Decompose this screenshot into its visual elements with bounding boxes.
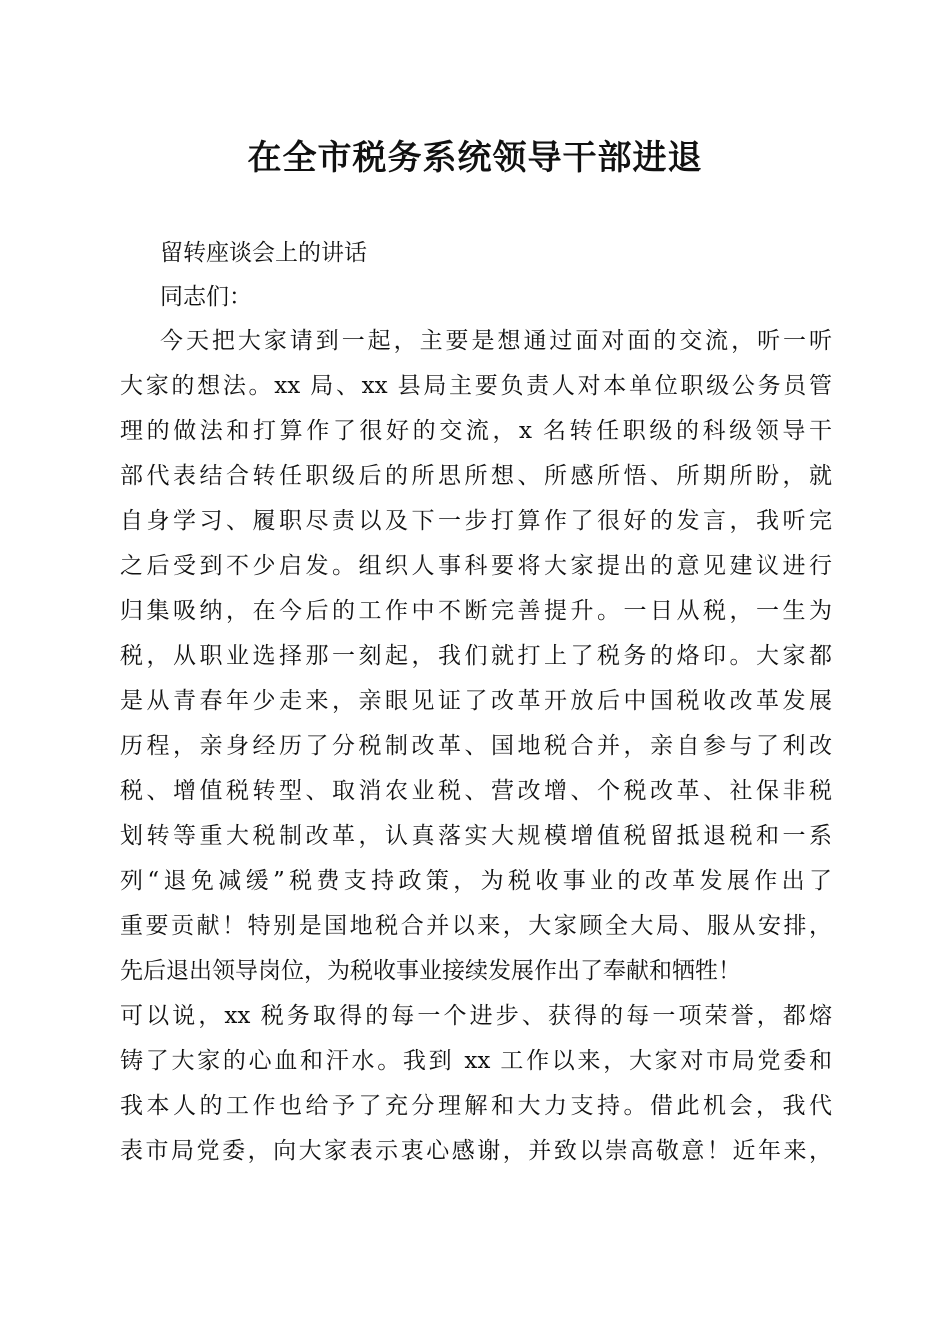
body-line: 今天把大家请到一起，主要是想通过面对面的交流，听一听 (160, 328, 832, 354)
body-line: 理的做法和打算作了很好的交流，x 名转任职级的科级领导干 (120, 418, 832, 444)
body-line: 部代表结合转任职级后的所思所想、所感所悟、所期所盼，就 (120, 463, 832, 489)
body-line: 历程，亲身经历了分税制改革、国地税合并，亲自参与了利改 (120, 733, 832, 759)
body-line: 重要贡献！特别是国地税合并以来，大家顾全大局、服从安排， (120, 913, 832, 939)
document-title: 在全市税务系统领导干部进退 (247, 138, 703, 178)
body-line: 表市局党委，向大家表示衷心感谢，并致以崇高敬意！近年来， (120, 1138, 832, 1164)
body-line: 是从青春年少走来，亲眼见证了改革开放后中国税收改革发展 (120, 688, 832, 714)
body-line: 可以说，xx 税务取得的每一个进步、获得的每一项荣誉，都熔 (120, 1003, 832, 1029)
body-line: 税，从职业选择那一刻起，我们就打上了税务的烙印。大家都 (120, 643, 832, 669)
salutation: 同志们： (160, 284, 252, 310)
body-line: 划转等重大税制改革，认真落实大规模增值税留抵退税和一系 (120, 823, 832, 849)
body-line: 铸了大家的心血和汗水。我到 xx 工作以来，大家对市局党委和 (120, 1048, 832, 1074)
body-line: 归集吸纳，在今后的工作中不断完善提升。一日从税，一生为 (120, 598, 832, 624)
body-line: 我本人的工作也给予了充分理解和大力支持。借此机会，我代 (120, 1093, 832, 1119)
document-subtitle: 留转座谈会上的讲话 (160, 240, 367, 266)
body-line: 之后受到不少启发。组织人事科要将大家提出的意见建议进行 (120, 553, 832, 579)
body-line: 大家的想法。xx 局、xx 县局主要负责人对本单位职级公务员管 (120, 373, 832, 399)
body-line: 自身学习、履职尽责以及下一步打算作了很好的发言，我听完 (120, 508, 832, 534)
body-line: 税、增值税转型、取消农业税、营改增、个税改革、社保非税 (120, 778, 832, 804)
body-line: 列“退免减缓”税费支持政策，为税收事业的改革发展作出了 (120, 868, 832, 894)
body-line: 先后退出领导岗位，为税收事业接续发展作出了奉献和牺牲！ (120, 958, 741, 984)
